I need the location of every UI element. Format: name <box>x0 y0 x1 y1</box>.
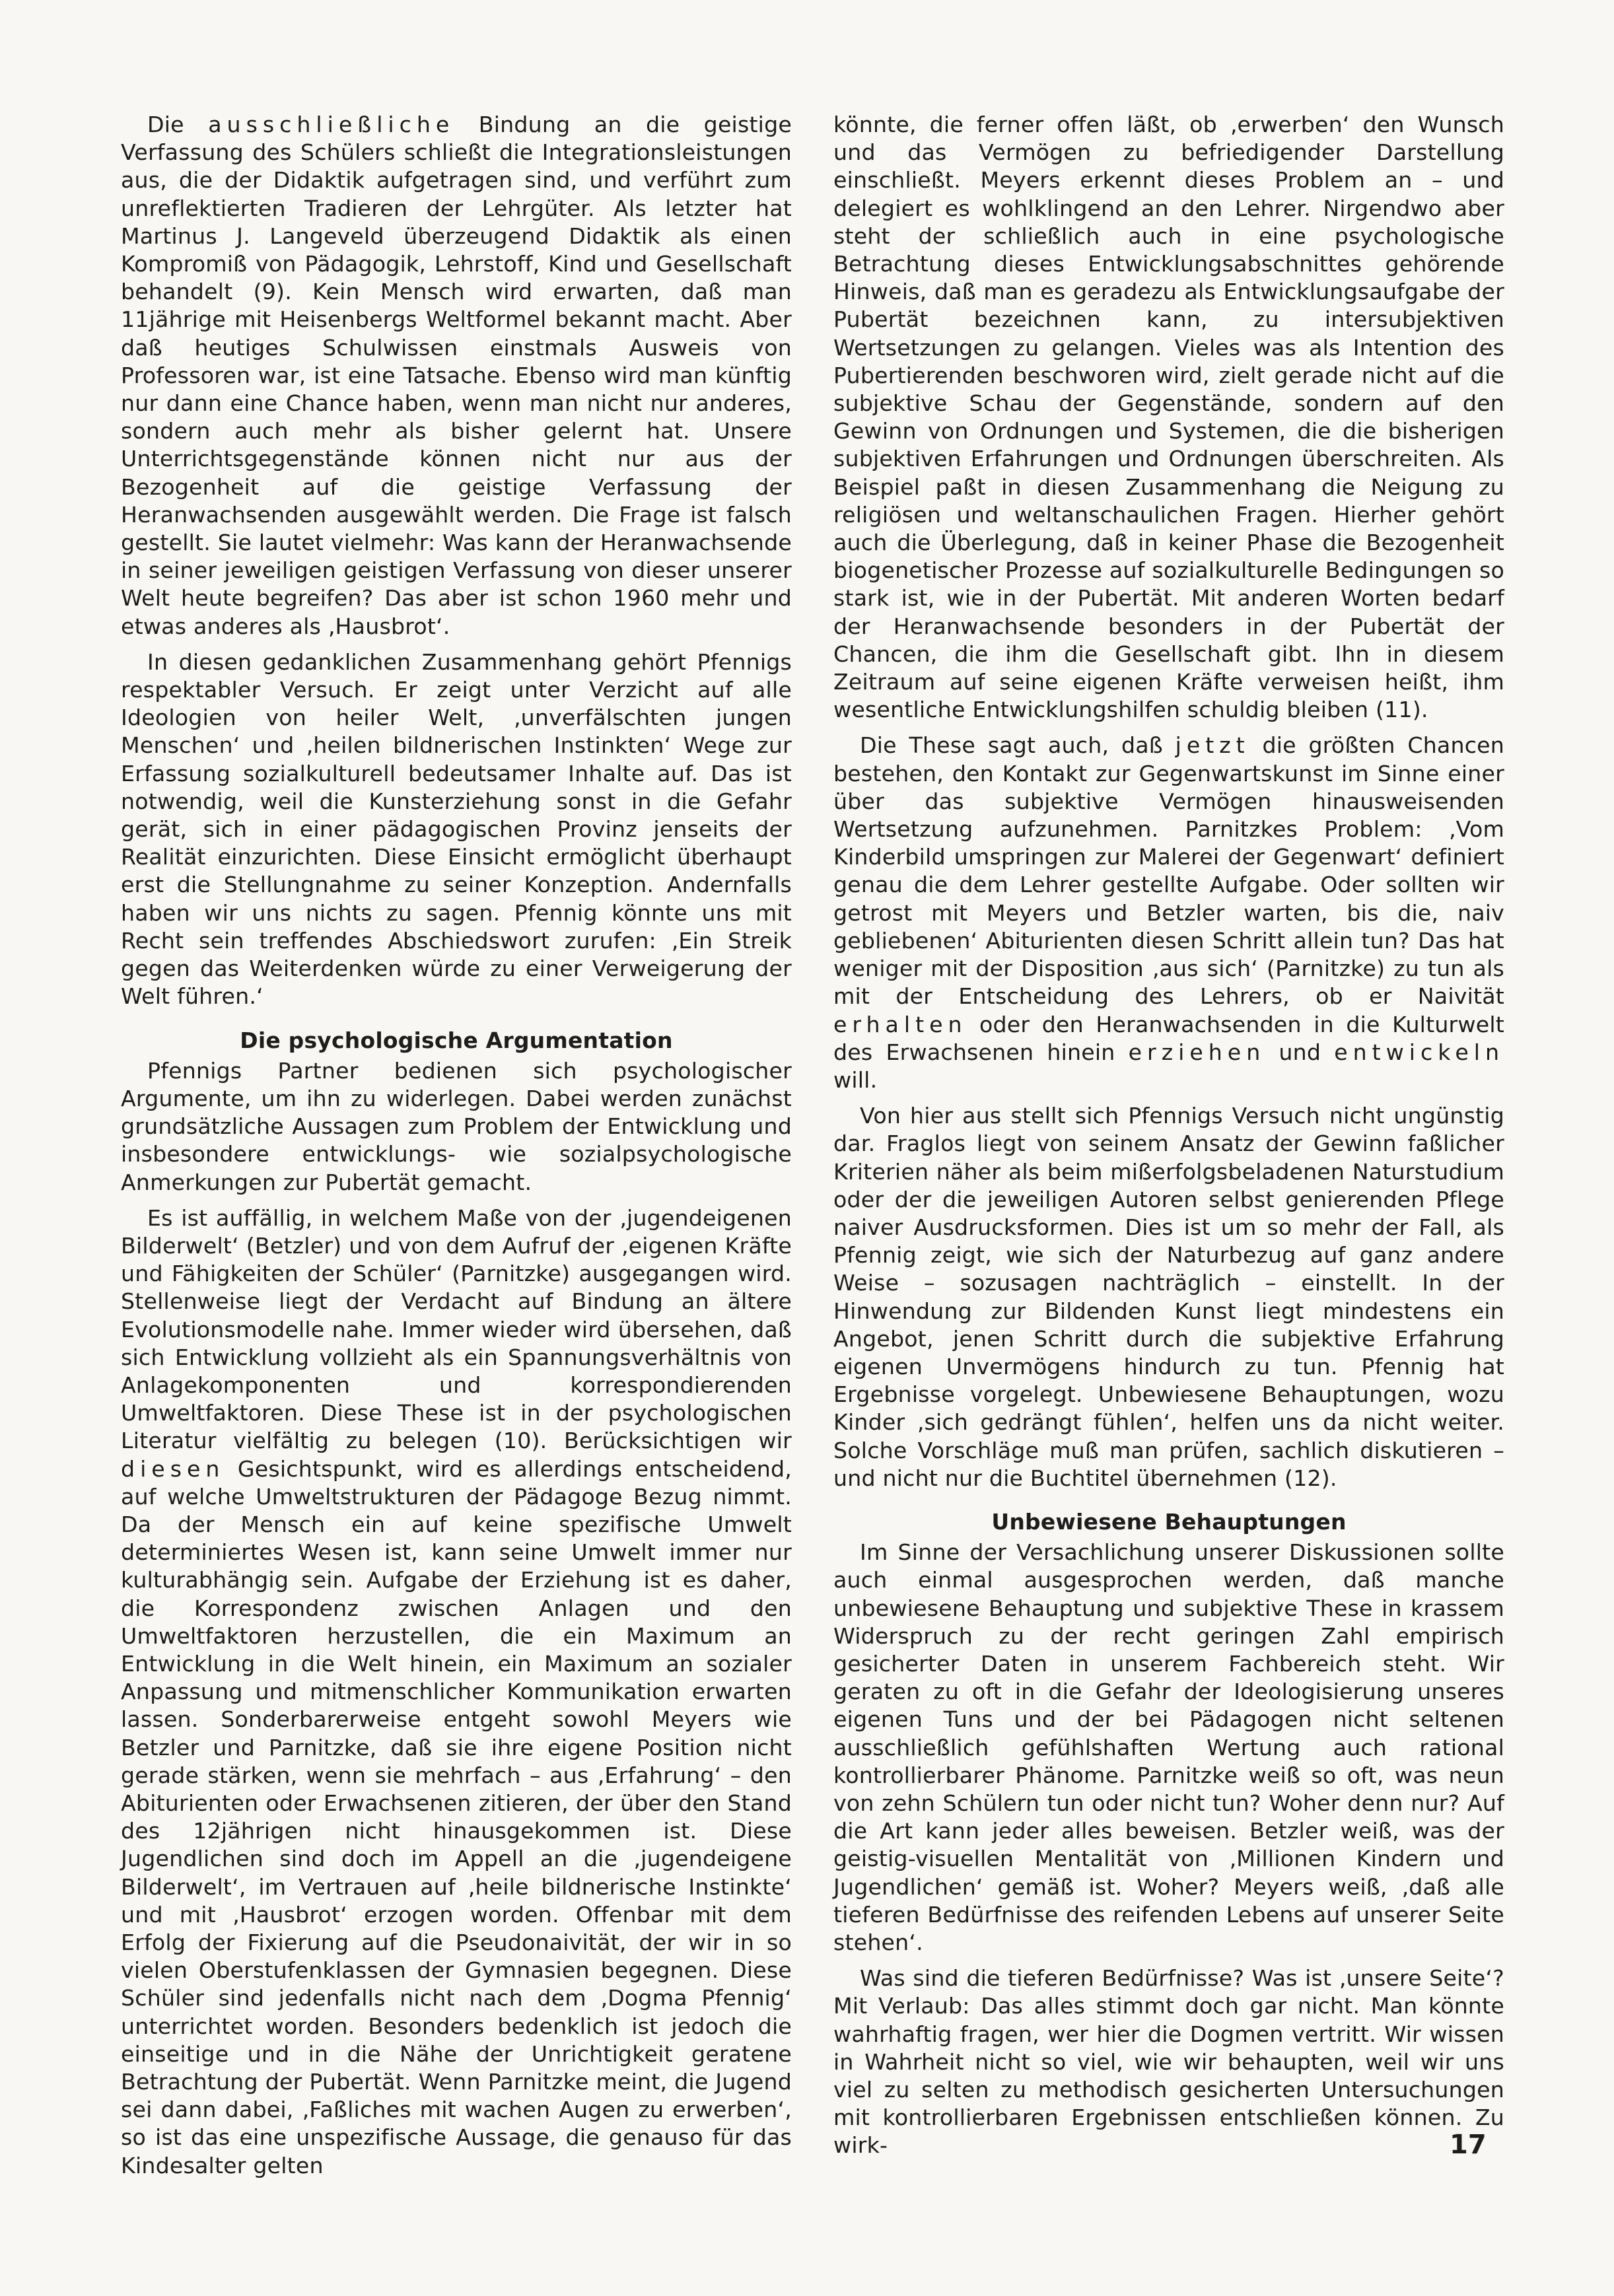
text-run: Gesichtspunkt, wird es allerdings entscheidend, auf welche Umweltstrukturen der Pädagoge Bezug nimmt. Da der Mensch ein auf keine spezifische Umwelt determiniertes Wesen ist, kann seine Umwelt immer nur kulturabhängig sein. Aufgabe der Erziehung ist es daher, die Korrespondenz zwischen Anlagen und den Umweltfaktoren herzustellen, die ein Maximum an Entwicklung in die Welt hinein, ein Maximum an sozialer Anpassung und mitmenschlicher Kommunikation erwarten lassen. Sonderbarerweise entgeht sowohl Meyers wie Betzler und Parnitzke, daß sie ihre eigene Position nicht gerade stärken, wenn sie mehrfach – aus ‚Erfahrung‘ – den Abiturienten oder Erwachsenen zitieren, der über den Stand des 12jährigen nicht hinausgekommen ist. Diese Jugendlichen sind doch im Appell an die ‚jugendeigene Bilderwelt‘, im Vertrauen auf ‚heile bildnerische Instinkte‘ und mit ‚Hausbrot‘ erzogen worden. Offenbar mit dem Erfolg der Fixierung auf die Pseudonaivität, der wir in so vielen Oberstufenklassen der Gymnasien begegnen. Diese Schüler sind jedenfalls nicht nach dem ‚Dogma Pfennig‘ unterrichtet worden. Besonders bedenklich ist jedoch die einseitige und in die Nähe der Unrichtigkeit geratene Betrachtung der Pubertät. Wenn Parnitzke meint, die Jugend sei dann dabei, ‚Faßliches mit wachen Augen zu erwerben‘, so ist das eine unspezifische Aussage, die genauso für das Kindesalter gelten <box>121 1455 792 2178</box>
section-heading: Unbewiesene Behauptungen <box>991 1508 1347 1535</box>
paragraph: Von hier aus stellt sich Pfennigs Versuch nicht ungünstig dar. Fraglos liegt von seinem Ansatz der Gewinn faßlicher Kriterien näher als beim mißerfolgsbeladenen Naturstudium oder der die jeweiligen Autoren selbst genierenden Pflege naiver Ausdrucksformen. Dies ist um so mehr der Fall, als Pfennig zeigt, wie sich der Naturbezug auf ganz andere Weise – sozusagen nachträglich – einstellt. In der Hinwendung zur Bildenden Kunst liegt mindestens ein Angebot, jenen Schritt durch die subjektive Erfahrung eigenen Unvermögens hindurch zu tun. Pfennig hat Ergebnisse vorgelegt. Unbewiesene Behauptungen, wozu Kinder ‚sich gedrängt fühlen‘, helfen uns da nicht weiter. Solche Vorschläge muß man prüfen, sachlich diskutieren – und nicht nur die Buchtitel übernehmen (12). <box>833 1103 1504 1491</box>
text-run: Die <box>147 112 209 137</box>
spaced-emphasis: ausschließliche <box>208 112 455 137</box>
page-number: 17 <box>1450 2130 1487 2160</box>
text-run: oder den Heranwachsenden in die Kulturwelt des Erwachsenen hinein <box>833 1011 1504 1065</box>
spaced-emphasis: jetzt <box>1175 732 1250 759</box>
paragraph <box>121 111 792 641</box>
paragraph: Im Sinne der Versachlichung unserer Diskussionen sollte auch einmal ausgesprochen werden, daß manche unbewiesene Behauptung und subjektive These in krassem Widerspruch zu der recht geringen Zahl empirisch gesicherter Daten in unserem Fachbereich steht. Wir geraten zu oft in die Gefahr der Ideologisierung unseres eigenen Tuns und der bei Pädagogen nicht seltenen ausschließlich gefühlshaften Wertung auch rational kontrollierbarer Phänome. Parnitzke weiß so oft, was neun von zehn Schülern tun oder nicht tun? Woher denn nur? Auf die Art kann jeder alles beweisen. Betzler weiß, was der geistig-visuellen Mentalität von ‚Millionen Kindern und Jugendlichen‘ gemäß ist. Woher? Meyers weiß, ‚daß alle tieferen Bedürfnisse des reifenden Lebens auf unserer Seite stehen‘. <box>833 1539 1504 1955</box>
text-run: will. <box>833 1066 878 1093</box>
text-run: Es ist auffällig, in welchem Maße von der ‚jugendeigenen Bilderwelt‘ (Betzler) und von dem Aufruf der ‚eigenen Kräfte und Fähigkeiten der Schüler‘ (Parnitzke) ausgegangen wird. Stellenweise liegt der Verdacht auf Bindung an ältere Evolutionsmodelle nahe. Immer wieder wird übersehen, daß sich Entwicklung vollzieht als ein Spannungsverhältnis von Anlagekomponenten und korrespondierenden Umweltfaktoren. Diese These ist in der psychologischen Literatur vielfältig zu belegen (10). Berücksichtigen wir <box>121 1204 792 1454</box>
spaced-emphasis: erhalten <box>833 1011 967 1037</box>
text-run: Die These sagt auch, daß <box>860 732 1175 759</box>
paragraph: In diesen gedanklichen Zusammenhang gehört Pfennigs respektabler Versuch. Er zeigt unter Verzicht auf alle Ideologien von heiler Welt, ‚unverfälschten jungen Menschen‘ und ‚heilen bildnerischen Instinkten‘ Wege zur Erfassung sozialkulturell bedeutsamer Inhalte auf. Das ist notwendig, weil die Kunsterziehung sonst in die Gefahr gerät, sich in einer pädagogischen Provinz jenseits der Realität einzurichten. Diese Einsicht ermöglicht überhaupt erst die Stellungnahme zu seiner Konzeption. Andernfalls haben wir uns nichts zu sagen. Pfennig könnte uns mit Recht sein treffendes Abschiedswort zurufen: ‚Ein Streik gegen das Weiterdenken würde zu einer Verweigerung der Welt führen.‘ <box>121 648 792 1010</box>
text-run: und <box>1265 1039 1335 1065</box>
text-run: Bindung an die geistige Verfassung des Schülers schließt die Integrationsleistungen aus, die der Didaktik aufgetragen sind, und verführt zum unreflektierten Tradieren der Lehrgüter. Als letzter hat Martinus J. Langeveld überzeugend Didaktik als einen Kompromiß von Pädagogik, Lehrstoff, Kind und Gesellschaft behandelt (9). Kein Mensch wird erwarten, daß man 11jährige mit Heisenbergs Weltformel bekannt macht. Aber daß heutiges Schulwissen einstmals Ausweis von Professoren war, ist eine Tatsache. Ebenso wird man künftig nur dann eine Chance haben, wenn man nicht nur anderes, sondern auch mehr als bisher gelernt hat. Unsere Unterrichtsgegenstände können nicht nur aus der Bezogenheit auf die geistige Verfassung der Heranwachsenden ausgewählt werden. Die Frage ist falsch gestellt. Sie lautet vielmehr: Was kann der Heranwachsende in seiner jeweiligen geistigen Verfassung von dieser unserer Welt heute begreifen? Das aber ist schon 1960 mehr und etwas anderes als ‚Hausbrot‘. <box>121 112 792 639</box>
section-heading: Die psychologische Argumentation <box>240 1027 673 1053</box>
spaced-emphasis: entwickeln <box>1334 1039 1504 1065</box>
paragraph: Pfennigs Partner bedienen sich psychologischer Argumente, um ihn zu widerlegen. Dabei werden zunächst grundsätzliche Aussagen zum Problem der Entwicklung und insbesondere entwicklungs- wie sozialpsychologische Anmerkungen zur Pubertät gemacht. <box>121 1057 792 1195</box>
spaced-emphasis: erziehen <box>1128 1039 1266 1065</box>
spaced-emphasis: diesen <box>121 1455 225 1482</box>
paragraph: Was sind die tieferen Bedürfnisse? Was ist ‚unsere Seite‘? Mit Verlaub: Das alles stimmt doch gar nicht. Man könnte wahrhaftig fragen, wer hier die Dogmen vertritt. Wir wissen in Wahrheit nicht so viel, wie wir behaupten, weil wir uns viel zu selten zu methodisch gesicherten Untersuchungen mit kontrollierbaren Ergebnissen entschließen können. Zu wirk- <box>833 1965 1504 2159</box>
paragraph <box>121 1204 792 2180</box>
text-run: die größten Chancen bestehen, den Kontakt zur Gegenwartskunst im Sinne einer über das subjektive Vermögen hinausweisenden Wertsetzung aufzunehmen. Parnitzkes Problem: ‚Vom Kinderbild umspringen zur Malerei der Gegenwart‘ definiert genau die dem Lehrer gestellte Aufgabe. Oder sollten wir getrost mit Meyers und Betzler warten, bis die, naiv gebliebenen‘ Abiturienten diesen Schritt allein tun? Das hat weniger mit der Disposition ‚aus sich‘ (Parnitzke) zu tun als mit der Entscheidung des Lehrers, ob er Naivität <box>833 732 1504 1010</box>
paragraph: könnte, die ferner offen läßt, ob ‚erwerben‘ den Wunsch und das Vermögen zu befriedigender Darstellung einschließt. Meyers erkennt dieses Problem an – und delegiert es wohlklingend an den Lehrer. Nirgendwo aber steht der schließlich auch in eine psychologische Betrachtung dieses Entwicklungsabschnittes gehörende Hinweis, daß man es geradezu als Entwicklungsaufgabe der Pubertät bezeichnen kann, zu intersubjektiven Wertsetzungen zu gelangen. Vieles was als Intention des Pubertierenden beschworen wird, zielt gerade nicht auf die subjektive Schau der Gegenstände, sondern auf den Gewinn von Ordnungen und Systemen, die die bisherigen subjektiven Erfahrungen und Ordnungen überschreiten. Als Beispiel paßt in diesen Zusammenhang die Neigung zu religiösen und weltanschaulichen Fragen. Hierher gehört auch die Überlegung, daß in keiner Phase die Bezogenheit biogenetischer Prozesse auf sozialkulturelle Bedingungen so stark ist, wie in der Pubertät. Mit anderen Worten bedarf der Heranwachsende besonders in der Pubertät der Chancen, die ihm die Gesellschaft gibt. Ihn in diesem Zeitraum auf seine eigenen Kräfte verweisen heißt, ihm wesentliche Entwicklungshilfen schuldig bleiben (11). <box>833 112 1504 723</box>
right-column <box>833 111 1504 2168</box>
paragraph <box>833 732 1504 1094</box>
left-column <box>121 111 792 2188</box>
